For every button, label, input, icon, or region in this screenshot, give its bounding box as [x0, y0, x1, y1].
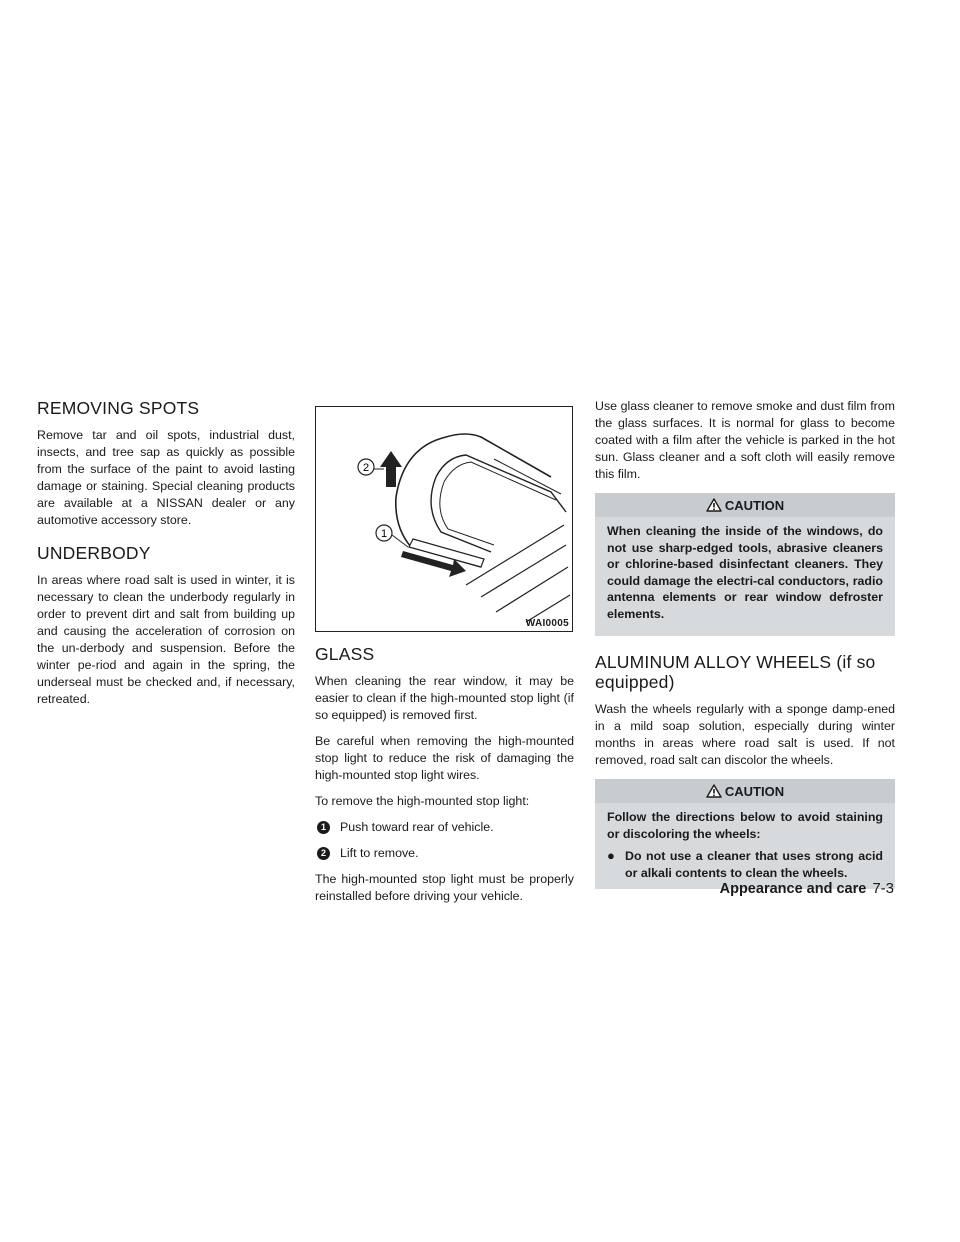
- step-2: [315, 845, 574, 862]
- underbody-text: In areas where road salt is used in winter, it is necessary to clean the underbody regularly in order to prevent dirt and salt from building up and causing the acceleration of corrosion on the un-derbody and suspension. Before the winter pe-riod and again in the spring, the underseal must be checked and, if necessary, retreated.: [37, 573, 295, 706]
- caution-bullet: [607, 848, 883, 881]
- right-column: [595, 398, 895, 903]
- wheels-text: Wash the wheels regularly with a sponge damp-ened in a mild soap solution, especially during winter months in areas where road salt is used. If not removed, road salt can discolor the wheels.: [595, 702, 895, 767]
- warning-triangle-icon: [706, 498, 722, 512]
- glass-text-4: The high-mounted stop light must be properly reinstalled before driving your vehicle.: [315, 872, 574, 903]
- caution-header: [595, 493, 895, 517]
- heading-underbody: UNDERBODY: [37, 543, 151, 563]
- warning-triangle-icon: [706, 784, 722, 798]
- left-column: [37, 398, 295, 717]
- callout-2-text: 2: [362, 462, 370, 474]
- step-1-number: 1: [317, 821, 330, 834]
- glass-text-1: When cleaning the rear window, it may be easier to clean if the high-mounted stop light (if so equipped) is removed first.: [315, 674, 574, 722]
- caution-title: CAUTION: [724, 783, 785, 799]
- caution-header: [595, 779, 895, 803]
- section-title: Appearance and care: [719, 881, 867, 897]
- step-2-text: Lift to remove.: [340, 846, 419, 860]
- caution-box-windows: [595, 493, 895, 636]
- caution-text: When cleaning the inside of the windows, do not use sharp-edged tools, abrasive cleaners or chlorine-based disinfectant cleaners. They could damage the electri-cal conductors, radio antenna elements or rear window defroster elements.: [607, 524, 883, 621]
- glass-text-3: To remove the high-mounted stop light:: [315, 794, 530, 808]
- glass-text-2: Be careful when removing the high-mounted stop light to reduce the risk of damaging the high-mounted stop light wires.: [315, 734, 574, 782]
- figure-code: WAI0005: [525, 618, 569, 629]
- removing-spots-text: Remove tar and oil spots, industrial dust, insects, and tree sap as quickly as possible from the surface of the paint to avoid lasting damage or staining. Special cleaning products are available at a NISSAN dealer or any automotive accessory store.: [37, 428, 295, 527]
- callout-1-text: 1: [380, 528, 388, 540]
- rear-window-drawing: [316, 407, 572, 631]
- middle-column: [315, 398, 574, 914]
- step-1: [315, 819, 574, 836]
- caution-text: Follow the directions below to avoid staining or discoloring the wheels:: [607, 810, 883, 841]
- heading-glass: GLASS: [315, 644, 375, 664]
- heading-removing-spots: REMOVING SPOTS: [37, 398, 200, 418]
- page-footer: [720, 880, 894, 897]
- caution-box-wheels: [595, 779, 895, 889]
- heading-aluminum-wheels: ALUMINUM ALLOY WHEELS (if so equipped): [595, 652, 876, 692]
- caution-title: CAUTION: [724, 497, 785, 513]
- page-number: 7-3: [872, 880, 894, 897]
- glass-text-5: Use glass cleaner to remove smoke and dust film from the glass surfaces. It is normal for glass to become coated with a film after the vehicle is parked in the hot sun. Glass cleaner and a soft cloth will easily remove this film.: [595, 399, 895, 481]
- step-1-text: Push toward rear of vehicle.: [340, 820, 494, 834]
- step-2-number: 2: [317, 847, 330, 860]
- bullet-dot: ●: [607, 848, 615, 863]
- stop-light-illustration: [315, 406, 573, 632]
- caution-bullet-text: Do not use a cleaner that uses strong acid or alkali contents to clean the wheels.: [625, 849, 883, 880]
